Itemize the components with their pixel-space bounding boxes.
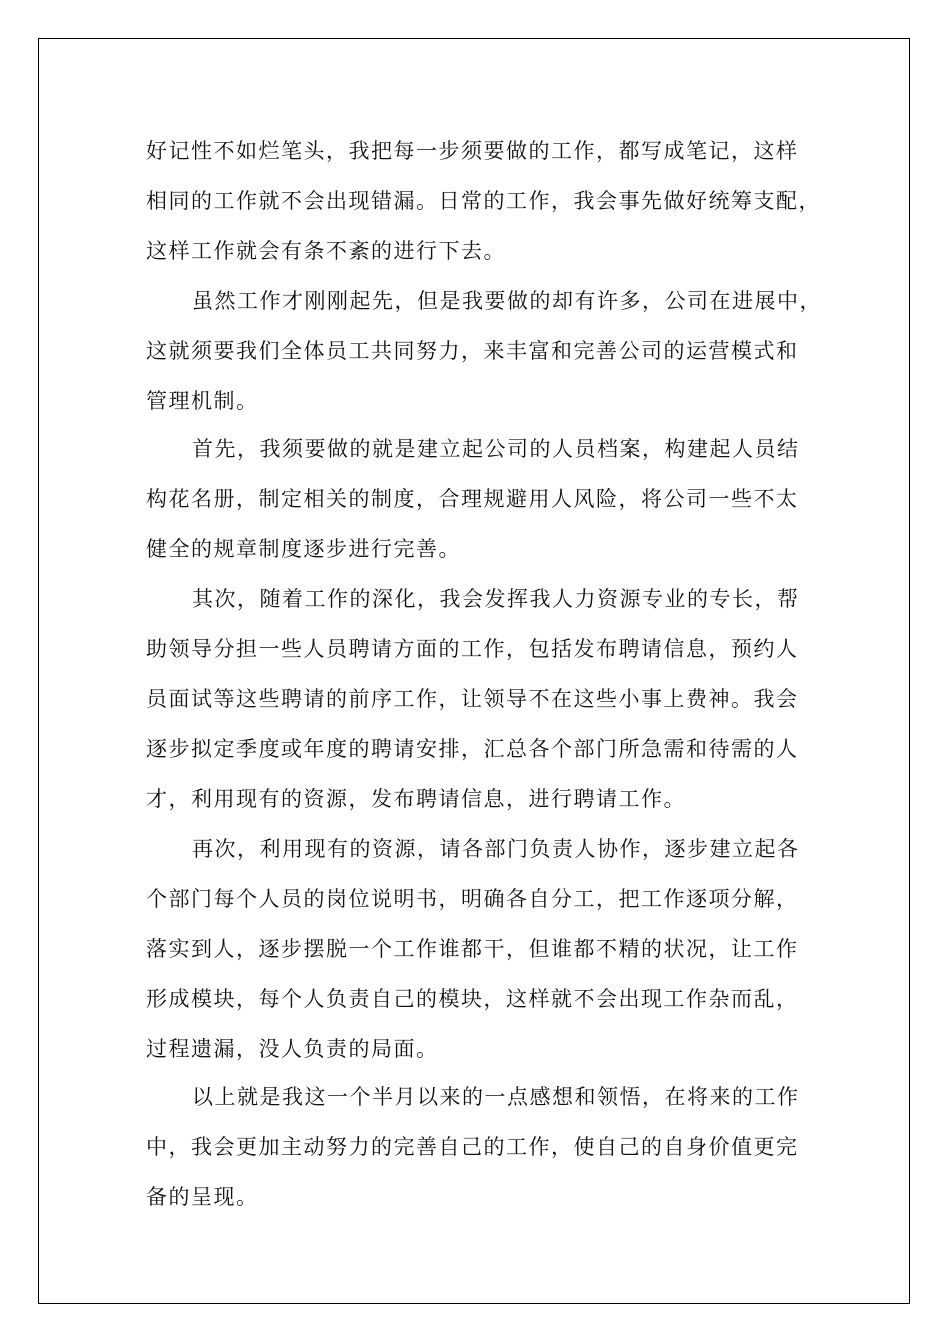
- paragraph-5-line-5: 过程遗漏，没人负责的局面。: [146, 1037, 439, 1061]
- paragraph-4-line-5: 才，利用现有的资源，发布聘请信息，进行聘请工作。: [146, 787, 686, 811]
- paragraph-5-line-3: 落实到人，逐步摆脱一个工作谁都干，但谁都不精的状况，让工作: [146, 937, 799, 961]
- paragraph-5-line-2: 个部门每个人员的岗位说明书，明确各自分工，把工作逐项分解，: [146, 887, 799, 911]
- paragraph-5-line-4: 形成模块，每个人负责自己的模块，这样就不会出现工作杂而乱，: [146, 987, 799, 1011]
- page-border: [38, 38, 910, 1304]
- paragraph-4-line-3: 员面试等这些聘请的前序工作，让领导不在这些小事上费神。我会: [146, 687, 799, 711]
- paragraph-4-line-4: 逐步拟定季度或年度的聘请安排，汇总各个部门所急需和待需的人: [146, 737, 799, 761]
- paragraph-5-line-1: 再次，利用现有的资源，请各部门负责人协作，逐步建立起各: [192, 837, 800, 861]
- paragraph-6-line-3: 备的呈现。: [146, 1185, 259, 1209]
- paragraph-3-line-1: 首先，我须要做的就是建立起公司的人员档案，构建起人员结: [192, 437, 800, 461]
- paragraph-4-line-2: 助领导分担一些人员聘请方面的工作，包括发布聘请信息，预约人: [146, 637, 799, 661]
- paragraph-1-line-1: 好记性不如烂笔头，我把每一步须要做的工作，都写成笔记，这样: [146, 139, 799, 163]
- paragraph-4-line-1: 其次，随着工作的深化，我会发挥我人力资源专业的专长，帮: [192, 587, 800, 611]
- paragraph-2-line-3: 管理机制。: [146, 389, 259, 413]
- paragraph-2-line-2: 这就须要我们全体员工共同努力，来丰富和完善公司的运营模式和: [146, 339, 799, 363]
- paragraph-2-line-1: 虽然工作才刚刚起先，但是我要做的却有许多，公司在进展中，: [192, 289, 822, 313]
- paragraph-1-line-3: 这样工作就会有条不紊的进行下去。: [146, 239, 506, 263]
- paragraph-6-line-2: 中，我会更加主动努力的完善自己的工作，使自己的自身价值更完: [146, 1135, 799, 1159]
- paragraph-3-line-2: 构花名册，制定相关的制度，合理规避用人风险，将公司一些不太: [146, 487, 799, 511]
- paragraph-6-line-1: 以上就是我这一个半月以来的一点感想和领悟，在将来的工作: [192, 1085, 800, 1109]
- paragraph-3-line-3: 健全的规章制度逐步进行完善。: [146, 537, 461, 561]
- paragraph-1-line-2: 相同的工作就不会出现错漏。日常的工作，我会事先做好统筹支配，: [146, 189, 821, 213]
